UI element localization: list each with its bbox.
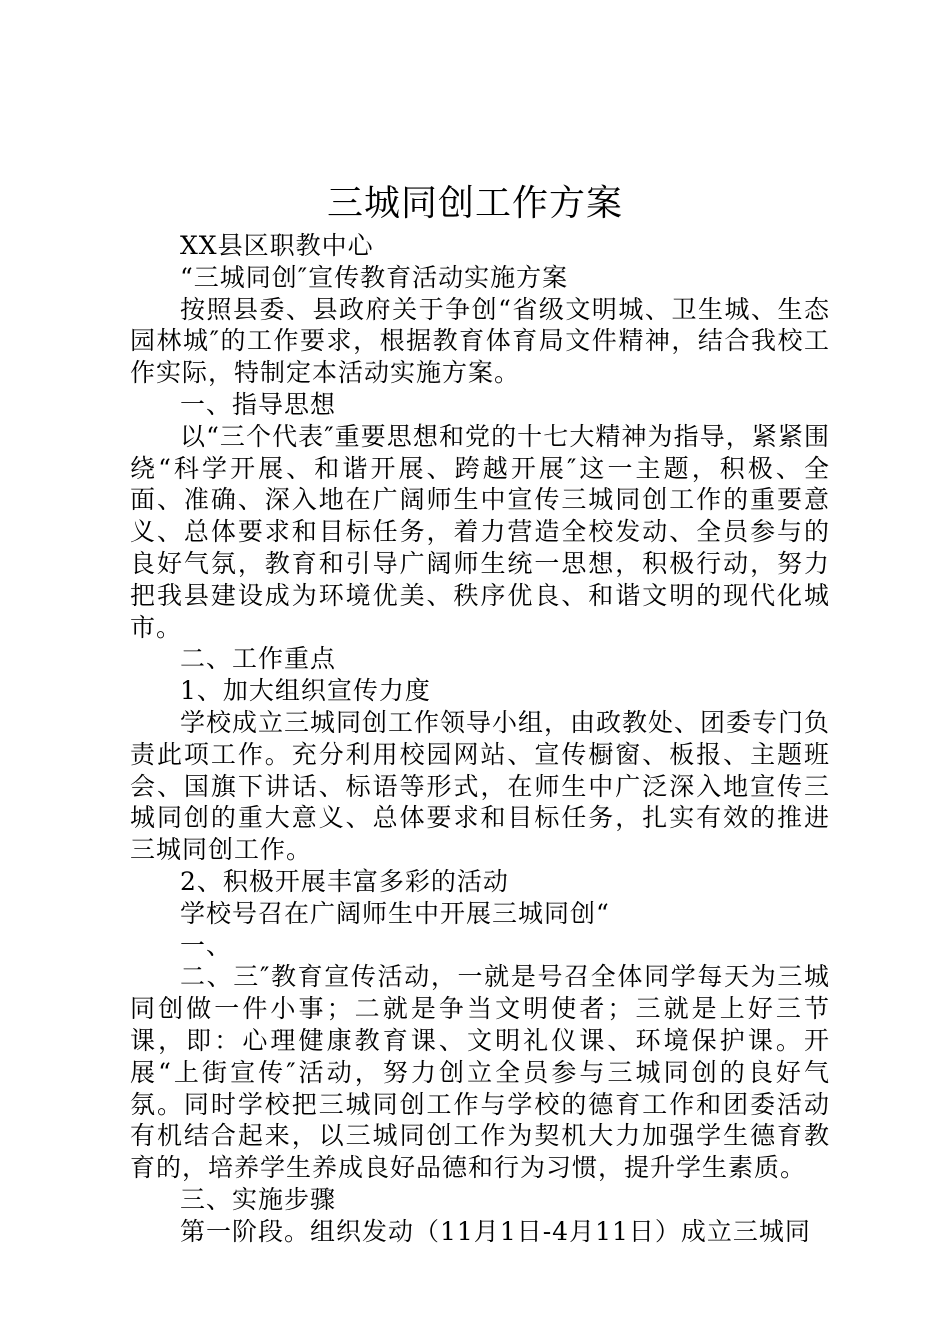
paragraph-intro: 按照县委、县政府关于争创“省级文明城、卫生城、生态园林城″的工作要求，根据教育体育局文件精神，结合我校工作实际，特制定本活动实施方案。: [130, 294, 830, 388]
paragraph-activities-one: 一、: [180, 930, 233, 960]
paragraph-org-name: XX县区职教中心: [180, 231, 374, 260]
document-body: [130, 230, 830, 1248]
section-heading-guiding-thought: 一、指导思想: [180, 389, 337, 419]
section-heading-work-focus: 二、工作重点: [180, 644, 337, 674]
paragraph-guiding-thought: 以“三个代表″重要思想和党的十七大精神为指导，紧紧围绕“科学开展、和谐开展、跨越开展″这一主题，积极、全面、准确、深入地在广阔师生中宣传三城同创工作的重要意义、总体要求和目标任务，着力营造全校发动、全员参与的良好气氛，教育和引导广阔师生统一思想，积极行动，努力把我县建设成为环境优美、秩序优良、和谐文明的现代化城市。: [130, 421, 830, 642]
paragraph-plan-title: “三城同创″宣传教育活动实施方案: [180, 262, 569, 292]
paragraph-activities-detail: 二、三″教育宣传活动，一就是号召全体同学每天为三城同创做一件小事；二就是争当文明使者；三就是上好三节课，即：心理健康教育课、文明礼仪课、环境保护课。开展“上街宣传″活动，努力创立全员参与三城同创的良好气氛。同时学校把三城同创工作与学校的德育工作和团委活动有机结合起来，以三城同创工作为契机大力加强学生德育教育的，培养学生养成良好品德和行为习惯，提升学生素质。: [130, 962, 830, 1183]
subheading-publicity: 1、加大组织宣传力度: [180, 676, 431, 706]
subheading-activities: 2、积极开展丰富多彩的活动: [180, 866, 509, 896]
document-title: 三城同创工作方案: [326, 183, 623, 224]
section-heading-implementation-steps: 三、实施步骤: [180, 1184, 337, 1214]
paragraph-publicity: 学校成立三城同创工作领导小组，由政教处、团委专门负责此项工作。充分利用校园网站、宣传橱窗、板报、主题班会、国旗下讲话、标语等形式，在师生中广泛深入地宣传三城同创的重大意义、总体要求和目标任务，扎实有效的推进三城同创工作。: [130, 707, 831, 865]
paragraph-activities-lead: 学校号召在广阔师生中开展三城同创“: [180, 898, 610, 928]
paragraph-phase-one: 第一阶段。组织发动（11月1日-4月11日）成立三城同: [180, 1216, 811, 1246]
